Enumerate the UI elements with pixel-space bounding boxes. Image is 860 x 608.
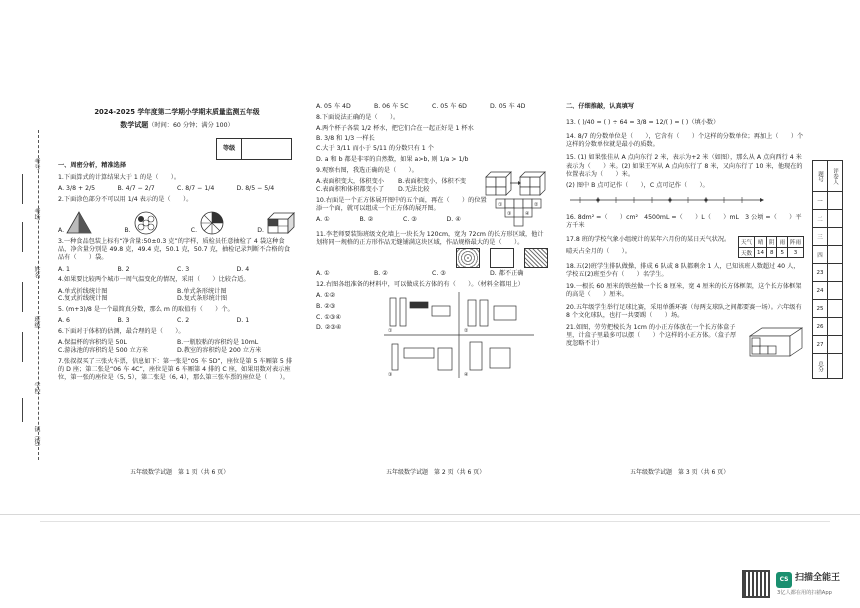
- table-row: [813, 228, 843, 246]
- table-row: [813, 210, 843, 228]
- page-2-footer: 五年级数学试题 第 2 页（共 6 页）: [386, 469, 486, 476]
- table-cell: 3: [787, 247, 803, 258]
- question-20: 20.五年级学生举行足球比赛，采用单循环赛（每两支球队之间都要赛一场）。六年级有 8 个文化球队，也打一共要踢（ ）场。: [566, 303, 802, 319]
- scanner-logo-icon: [776, 572, 792, 588]
- option-a[interactable]: A.两个杯子各装 1/2 杯水，把它们合在一起正好是 1 杯水: [316, 124, 474, 132]
- option-d[interactable]: D.: [257, 227, 264, 235]
- option-a[interactable]: A. ①: [316, 216, 330, 224]
- question-16: 16. 8dm² =（ ）cm² 4500mL =（ ）L（ ）mL 3 公顷 =（ ）平方千米: [566, 214, 802, 230]
- label-exam-room: 考场: [33, 208, 40, 220]
- binding-line: [38, 130, 39, 460]
- question-9-options-row1: [316, 178, 480, 186]
- label-name: 姓名: [33, 266, 40, 278]
- question-4-options-row2: [58, 295, 296, 303]
- tile-sample-3: [524, 248, 548, 268]
- fill-line: [22, 222, 23, 252]
- scan-line: [0, 514, 860, 515]
- score-row-label: 总分: [813, 354, 828, 379]
- table-row: [813, 354, 843, 379]
- cube-stack-figure: [484, 167, 548, 197]
- score-header-item: 题号: [813, 161, 828, 192]
- option-a[interactable]: A. ①: [316, 270, 330, 278]
- logo-text: CS: [779, 576, 789, 583]
- question-5-options: [58, 317, 296, 325]
- weather-table: [738, 236, 804, 258]
- option-d[interactable]: D. 4: [236, 265, 250, 273]
- cube-net-figure: [494, 197, 548, 231]
- table-cell: 阴: [766, 237, 777, 248]
- question-7: 7.张叔叔买了三张火车票，信息如下：第一张是“05 车 5D”，座位是第 5 车厢第 5 排的 D 座；第二张是“06 车 4C”，座位是第 6 车厢第 4 排的 C 座，如果用数对表示座位，第一张的座位是（5, 5），第二张是（6, 4），那么第三张车票的座位是（ ）。: [58, 357, 293, 382]
- label-town: 镇（街）: [33, 426, 40, 450]
- option-d[interactable]: D.教室的容积约是 200 立方米: [177, 346, 262, 354]
- number-line-figure: [566, 193, 766, 207]
- option-c[interactable]: C.复式折线统计图: [58, 295, 108, 303]
- option-b[interactable]: B. ②: [374, 270, 388, 278]
- score-header-grader: 评卷人: [828, 161, 843, 192]
- cuboid-materials-figure: [384, 292, 534, 378]
- option-c[interactable]: C. ①③④: [316, 313, 341, 321]
- score-cell[interactable]: [828, 282, 843, 300]
- score-cell[interactable]: [828, 192, 843, 210]
- score-row-label: 24: [813, 282, 828, 300]
- option-d[interactable]: D. 8/5 − 5/4: [236, 185, 275, 193]
- question-19: 19.一根长 60 厘米的铁丝做一个长 8 厘米，宽 4 厘米的长方体框架，这个长方体框架的高是（ ）厘米。: [566, 283, 802, 299]
- question-3-options: [58, 266, 296, 274]
- question-10-options: [316, 216, 490, 224]
- table-row: [813, 282, 843, 300]
- option-d[interactable]: D.复式条形统计图: [177, 295, 228, 303]
- question-15-part2: (2) 图中 B 点可记作（ ），C 点可记作（ ）。: [566, 181, 709, 189]
- question-6-options-row1: [58, 339, 296, 347]
- score-row-label: 一: [813, 192, 828, 210]
- option-a[interactable]: A.表面积变大，体积变小: [316, 177, 384, 185]
- fill-line: [22, 332, 23, 362]
- question-5: 5. (m+3)/8 是一个最简真分数，那么 m 的取值有（ ）个。: [58, 306, 234, 314]
- score-cell[interactable]: [828, 246, 843, 264]
- table-row: [813, 192, 843, 210]
- option-a[interactable]: A. 3/8 + 2/5: [58, 185, 96, 193]
- table-row: [738, 237, 803, 248]
- score-cell[interactable]: [828, 318, 843, 336]
- score-cell[interactable]: [828, 300, 843, 318]
- option-b[interactable]: B. 3: [117, 317, 130, 325]
- question-7-options: [316, 103, 548, 111]
- question-8: 8.下面说法正确的是（ ）。: [316, 113, 400, 121]
- score-row-label: 三: [813, 228, 828, 246]
- option-c[interactable]: C. 2: [177, 317, 190, 325]
- option-d[interactable]: D.无法比较: [398, 185, 430, 193]
- option-c[interactable]: C.: [190, 227, 198, 235]
- table-row: [813, 336, 843, 354]
- fill-line: [22, 282, 23, 312]
- option-d[interactable]: D. 05 车 4D: [490, 103, 526, 110]
- question-6: 6.下面对于体积的估测，最合理的是（ ）。: [58, 328, 185, 336]
- fill-line: [22, 174, 23, 204]
- grade-value[interactable]: [242, 139, 291, 159]
- option-c[interactable]: C.表面积和体积都变小了: [316, 185, 385, 193]
- score-row-label: 23: [813, 264, 828, 282]
- option-c[interactable]: C.游泳池的容积约是 500 立方米: [58, 346, 149, 354]
- page-1-footer: 五年级数学试题 第 1 页（共 6 页）: [130, 469, 230, 476]
- score-cell[interactable]: [828, 210, 843, 228]
- grade-box: [216, 138, 292, 160]
- fill-line: [22, 398, 23, 422]
- label-school: 学校: [33, 382, 40, 394]
- table-cell: 5: [777, 247, 788, 258]
- question-11: 11.李老师要装饰班级文化墙上一块长为 120cm，宽为 72cm 的长方形区域，他计划将同一规格的正方形作品无缝铺满这块区域，作品规格最大的是（ ）。: [316, 230, 544, 246]
- question-9: 9.观察右图，我选正确的是（ ）。: [316, 166, 418, 174]
- option-b[interactable]: B. 06 车 5C: [374, 103, 409, 110]
- option-a[interactable]: A. ①②: [316, 292, 336, 299]
- tile-sample-2: [490, 248, 514, 268]
- pyramid-figure: [66, 211, 92, 235]
- page-3: [566, 103, 804, 473]
- exam-title: 2024-2025 学年度第二学期小学期末质量监测五年级: [94, 108, 260, 116]
- svg-text:③: ③: [388, 372, 393, 378]
- page-3-footer: 五年级数学试题 第 3 页（共 6 页）: [630, 469, 730, 476]
- option-d[interactable]: D. 1: [236, 317, 250, 325]
- table-cell: 14: [754, 247, 766, 258]
- section-1-heading: 一、周密分析，精准选择: [58, 162, 127, 170]
- section-2-heading: 二、仔细推敲，认真填写: [566, 103, 635, 110]
- svg-text:②: ②: [534, 201, 539, 208]
- question-11-options: [316, 270, 548, 278]
- watermark-slogan: 3亿人都在用的扫描App: [777, 590, 832, 596]
- option-d[interactable]: D. a 和 b 都是非零的自然数，如果 a>b, 则 1/a > 1/b: [316, 155, 469, 163]
- score-cell[interactable]: [828, 336, 843, 354]
- option-d[interactable]: D. ②③④: [316, 324, 342, 332]
- option-c[interactable]: C. ③: [403, 216, 417, 224]
- table-row: [813, 318, 843, 336]
- exam-subject: 数学试题: [120, 121, 149, 130]
- option-b[interactable]: B.一瓶胶粘的容积约是 10mL: [177, 339, 259, 347]
- exam-subtitle-row: [58, 121, 296, 130]
- watermark-brand: 扫描全能王: [795, 573, 841, 583]
- question-9-options-row2: [316, 186, 480, 194]
- exam-meta: （时间：60 分钟；满分 100）: [148, 122, 234, 130]
- svg-text:②: ②: [464, 328, 469, 334]
- score-row-label: 26: [813, 318, 828, 336]
- scan-line: [40, 521, 830, 522]
- question-17-b: 晴天占全月的（ ）。: [566, 247, 631, 255]
- svg-text:④: ④: [525, 210, 530, 217]
- score-cell[interactable]: [828, 264, 843, 282]
- question-1: 1.下面算式的计算结果大于 1 的是（ ）。: [58, 173, 181, 181]
- grade-label: 等级: [217, 139, 242, 159]
- option-b[interactable]: B.: [124, 227, 131, 235]
- option-b[interactable]: B. ②: [359, 216, 374, 224]
- option-c[interactable]: C. 8/7 − 1/4: [177, 185, 215, 193]
- question-11-figures: [316, 248, 548, 268]
- question-21: 21.如图，劳劳把棱长为 1cm 的小正方体放在一个长方体盒子里，计盒子里最多可以摆（ ）个这样的小正方体。（盒子厚度忽略不计）: [566, 323, 737, 348]
- table-cell: 8: [766, 247, 777, 258]
- option-c[interactable]: C. ③: [432, 270, 446, 278]
- table-row: [813, 264, 843, 282]
- question-4: 4.如果要比较两个城市一周气温变化的情况，采用（ ）比较合适。: [58, 276, 250, 284]
- option-c[interactable]: C. 3: [177, 265, 190, 273]
- tile-sample-1: [456, 248, 480, 268]
- svg-text:③: ③: [507, 210, 512, 217]
- svg-text:①: ①: [388, 328, 393, 334]
- binding-margin: [8, 130, 48, 460]
- question-3: 3.一种食品包装上标有“净含量:50±0.3 克”的字样，质检员任意抽检了 4 袋这种食品，净含量分别是 49.8 克，49.4 克，50.1 克，50.7 克，抽检记录判断不合格的食品有（ ）袋。: [58, 238, 291, 262]
- option-a[interactable]: A. 6: [58, 317, 70, 325]
- label-class: 班级: [33, 316, 40, 328]
- label-exam-number: 考号: [33, 158, 40, 170]
- question-17: 17.8 班的学校气象小组统计的某年六月份的某日天气状况。: [566, 236, 731, 244]
- question-14: 14. 8/7 的分数单位是（ ），它含有（ ）个这样的分数单位；再加上（ ）个这样的分数单位就是最小的质数。: [566, 132, 804, 149]
- score-table: [812, 160, 843, 379]
- option-a[interactable]: A. 1: [58, 265, 70, 273]
- option-b[interactable]: B. 4/7 − 2/7: [117, 185, 155, 193]
- qr-code: [742, 570, 770, 598]
- box-with-cubes-figure: [746, 324, 804, 358]
- score-row-label: 27: [813, 336, 828, 354]
- option-b[interactable]: B.表面积变小，体积不变: [398, 177, 467, 185]
- question-2-figures: [58, 207, 296, 235]
- option-a[interactable]: A.保温杯的容积约是 50L: [58, 339, 127, 347]
- svg-text:④: ④: [464, 372, 469, 378]
- score-grid: [812, 160, 843, 379]
- option-c[interactable]: C. 05 车 6D: [432, 103, 467, 110]
- svg-text:①: ①: [498, 201, 503, 208]
- cube-blocks-figure: [266, 211, 296, 235]
- option-a[interactable]: A. 05 车 4D: [316, 103, 351, 110]
- table-row: [813, 246, 843, 264]
- option-a[interactable]: A.单式折线统计图: [58, 287, 108, 295]
- page-2: [316, 103, 548, 473]
- option-b[interactable]: B. ②③: [316, 302, 336, 310]
- score-row-label: 25: [813, 300, 828, 318]
- option-b[interactable]: B. 2: [117, 265, 130, 273]
- score-row-label: 四: [813, 246, 828, 264]
- option-d[interactable]: D. 都不正确: [490, 270, 524, 278]
- table-row: [813, 300, 843, 318]
- question-18: 18.五(2)班学生排队做操，排成 6 队或 8 队都剩余 1 人，已知该班人数超过 40 人，学校五(2)班至少有（ ）名学生。: [566, 262, 800, 278]
- table-cell: 天气: [738, 237, 754, 248]
- table-row: [738, 247, 803, 258]
- table-row: [813, 161, 843, 192]
- option-a[interactable]: A.: [58, 227, 65, 235]
- pie-figure: [199, 211, 225, 235]
- option-d[interactable]: D. ④: [446, 216, 461, 224]
- page-1: [58, 108, 296, 488]
- question-10: 10.右面是一个正方体展开图中的五个面，再在（ ）的位置添一个面，就可以组成一个正方体的展开图。: [316, 196, 487, 212]
- score-cell[interactable]: [828, 354, 843, 379]
- option-c[interactable]: C.大于 3/11 而小于 5/11 的分数只有 1 个: [316, 145, 434, 153]
- option-b[interactable]: B.单式条形统计图: [177, 287, 227, 295]
- question-12: 12.右图各组准备的材料中，可以做成长方体的有（ ）。（材料全都用上）: [316, 280, 524, 288]
- question-13: 13. ( )/40 = ( ) ÷ 64 = 3/8 = 12/( ) = ( )（填小数）: [566, 118, 720, 126]
- circles-figure: [133, 211, 159, 235]
- question-2: 2.下面涂色部分不可以用 1/4 表示的是（ ）。: [58, 195, 193, 203]
- question-6-options-row2: [58, 347, 296, 355]
- option-b[interactable]: B. 3/8 和 1/3 一样长: [316, 135, 375, 143]
- question-1-options: [58, 185, 296, 193]
- table-cell: 晴: [754, 237, 766, 248]
- score-cell[interactable]: [828, 228, 843, 246]
- table-cell: 阵雨: [787, 237, 803, 248]
- table-cell: 天数: [738, 247, 754, 258]
- question-15: 15. (1) 如果张佳从 A 点向东行 2 米，表示为+2 米（如图），那么从 A 点向西行 4 米表示为（ ）米。(2) 如果王军从 A 点向东行了 8 米，又向东行了 10 米，他现在的位置表示为（ ）米。: [566, 154, 803, 178]
- table-cell: 雨: [777, 237, 788, 248]
- score-row-label: 二: [813, 210, 828, 228]
